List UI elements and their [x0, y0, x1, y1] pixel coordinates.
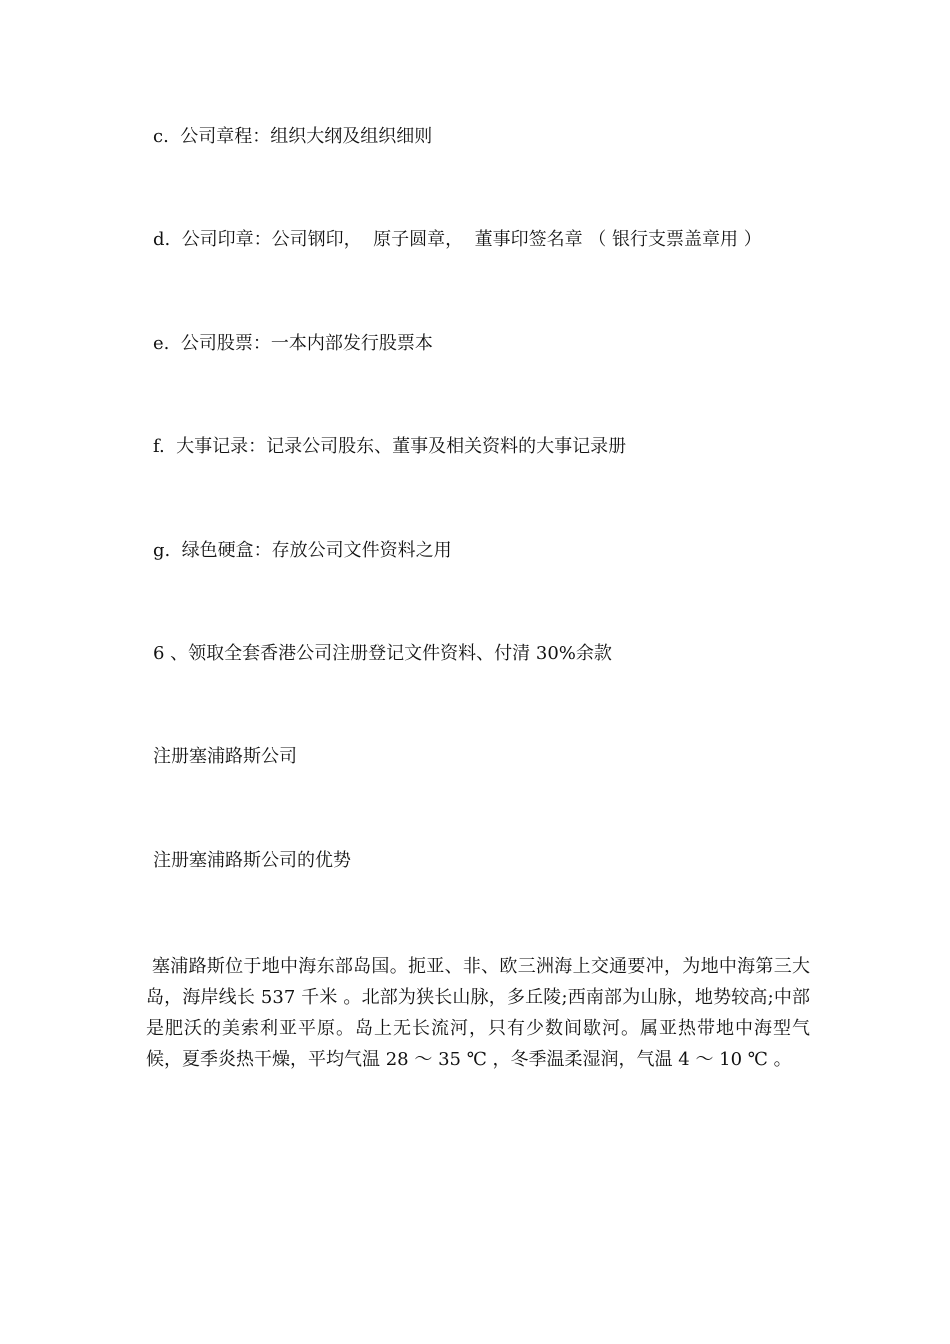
list-item-c: c. 公司章程：组织大纲及组织细则 [153, 126, 433, 147]
step-6: 6 、领取全套香港公司注册登记文件资料、付清 30%余款 [153, 643, 612, 664]
body-paragraph-text: 塞浦路斯位于地中海东部岛国。扼亚、非、欧三洲海上交通要冲，为地中海第三大岛，海岸线长 537 千米 。北部为狭长山脉，多丘陵;西南部为山脉，地势较高;中部是肥沃的美索利亚平原。岛上无长流河，只有少数间歇河。属亚热带地中海型气候，夏季炎热干燥，平均气温 28 ～ 35 ℃ ，冬季温柔湿润，气温 4 ～ 10 ℃ 。 [146, 956, 810, 1070]
body-paragraph [146, 951, 810, 1075]
list-item-e: e. 公司股票：一本内部发行股票本 [153, 333, 433, 354]
section-heading: 注册塞浦路斯公司 [153, 746, 297, 767]
section-subheading: 注册塞浦路斯公司的优势 [153, 850, 351, 871]
list-item-d: d. 公司印章：公司钢印， 原子圆章， 董事印签名章 （ 银行支票盖章用 ） [153, 229, 762, 250]
list-item-f: f. 大事记录：记录公司股东、董事及相关资料的大事记录册 [153, 436, 627, 457]
list-item-g: g. 绿色硬盒：存放公司文件资料之用 [153, 540, 452, 561]
